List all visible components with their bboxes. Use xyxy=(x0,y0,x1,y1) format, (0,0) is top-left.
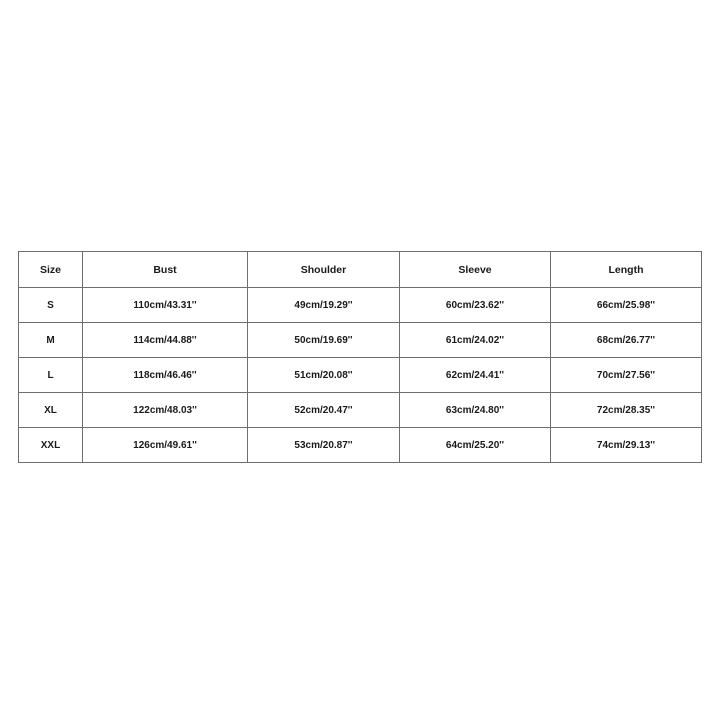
length-cell: 68cm/26.77'' xyxy=(551,323,702,358)
length-cell: 70cm/27.56'' xyxy=(551,358,702,393)
size-cell: M xyxy=(19,323,83,358)
column-header-shoulder: Shoulder xyxy=(248,252,400,288)
shoulder-cell: 53cm/20.87'' xyxy=(248,428,400,463)
sleeve-cell: 60cm/23.62'' xyxy=(400,288,551,323)
bust-cell: 114cm/44.88'' xyxy=(83,323,248,358)
column-header-length: Length xyxy=(551,252,702,288)
bust-cell: 118cm/46.46'' xyxy=(83,358,248,393)
table-row xyxy=(19,428,702,463)
shoulder-cell: 51cm/20.08'' xyxy=(248,358,400,393)
table-row xyxy=(19,358,702,393)
length-cell: 66cm/25.98'' xyxy=(551,288,702,323)
bust-cell: 110cm/43.31'' xyxy=(83,288,248,323)
size-cell: L xyxy=(19,358,83,393)
column-header-bust: Bust xyxy=(83,252,248,288)
size-cell: S xyxy=(19,288,83,323)
bust-cell: 122cm/48.03'' xyxy=(83,393,248,428)
length-cell: 72cm/28.35'' xyxy=(551,393,702,428)
sleeve-cell: 63cm/24.80'' xyxy=(400,393,551,428)
length-cell: 74cm/29.13'' xyxy=(551,428,702,463)
shoulder-cell: 49cm/19.29'' xyxy=(248,288,400,323)
size-cell: XXL xyxy=(19,428,83,463)
column-header-sleeve: Sleeve xyxy=(400,252,551,288)
sleeve-cell: 62cm/24.41'' xyxy=(400,358,551,393)
table-row xyxy=(19,323,702,358)
shoulder-cell: 52cm/20.47'' xyxy=(248,393,400,428)
bust-cell: 126cm/49.61'' xyxy=(83,428,248,463)
size-chart-table xyxy=(18,251,702,463)
size-cell: XL xyxy=(19,393,83,428)
table-row xyxy=(19,288,702,323)
sleeve-cell: 61cm/24.02'' xyxy=(400,323,551,358)
table-row xyxy=(19,393,702,428)
shoulder-cell: 50cm/19.69'' xyxy=(248,323,400,358)
sleeve-cell: 64cm/25.20'' xyxy=(400,428,551,463)
column-header-size: Size xyxy=(19,252,83,288)
table-header-row xyxy=(19,252,702,288)
